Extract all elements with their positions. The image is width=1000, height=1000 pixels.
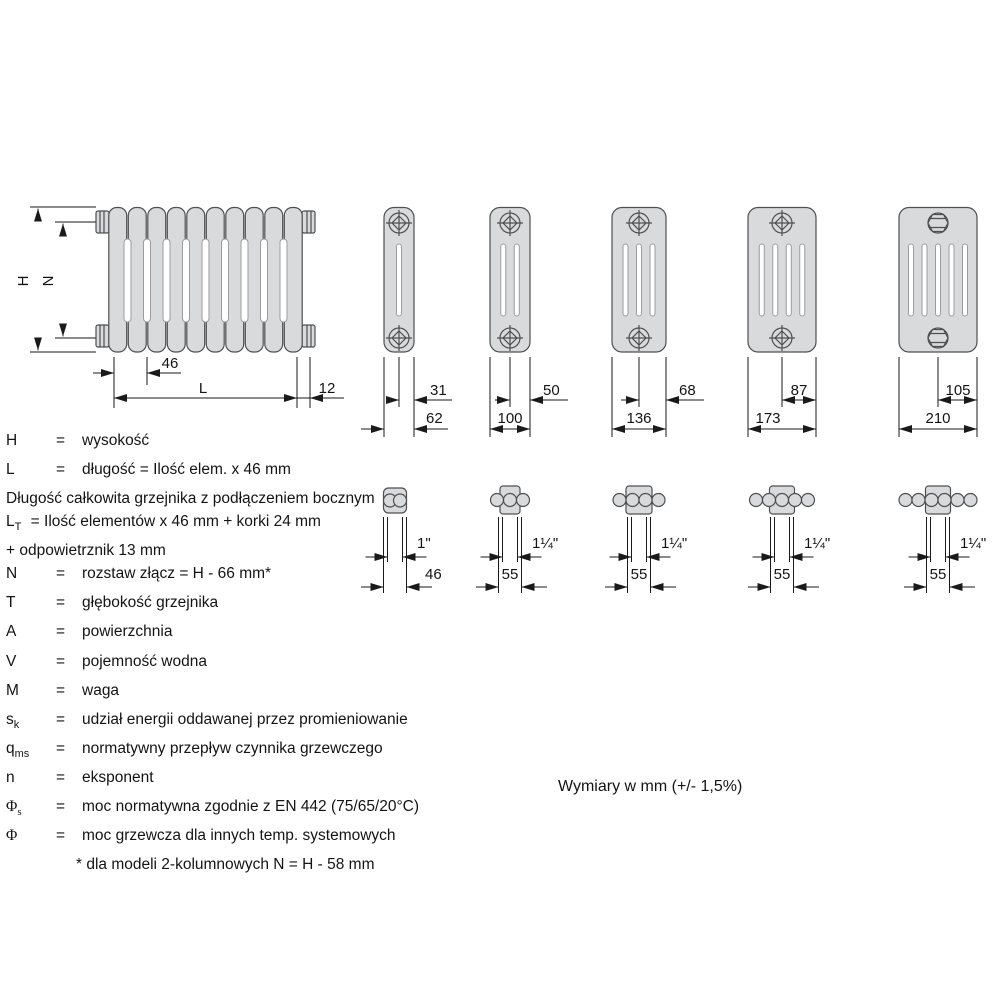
pitch-spacing-dim-label: N [40,275,57,287]
half-depth-label-4col: 68 [679,382,696,399]
legend-row-total-length-formula: $L_T$ = Ilość elementów x 46 mm + korki 24 mm [6,513,321,534]
element-width-label-5col: 55 [773,566,791,583]
legend-row-surface: A = powierzchnia [6,623,173,641]
half-depth-label-5col: 87 [790,382,808,399]
element-width-label-6col: 55 [929,566,947,583]
side-plug-dim-label: 12 [318,380,336,397]
top-view-5col [750,486,815,514]
symbol-legend [6,429,566,876]
legend-row-height: H = wysokość [6,432,150,449]
top-view-4col [613,486,665,514]
cross-section-dimension-lines [361,357,977,437]
top-view-6col [899,486,977,514]
element-width-label-3col: 55 [501,566,519,583]
legend-row-total-length-intro: Długość całkowita grzejnika z podłączeniem bocznym [6,490,375,508]
legend-row-heating-power: Φ = moc grzewcza dla innych temp. systemowych [6,827,396,845]
connection-size-label-2col: 1" [417,535,431,552]
legend-row-depth: T = głębokość grzejnika [6,594,219,612]
half-depth-label-2col: 31 [430,382,447,399]
height-dim-label: H [15,275,32,287]
legend-row-footnote: * dla modeli 2-kolumnowych N = H - 58 mm [76,856,375,874]
cross-section-6col [899,208,977,353]
legend-row-weight: M = waga [6,681,120,699]
legend-row-radiation-share: $s_k$ = udział energii oddawanej przez promieniowanie [6,710,408,731]
element-width-label-4col: 55 [630,566,648,583]
connection-size-label-3col: 1¼" [532,535,559,552]
connection-size-label-5col: 1¼" [804,535,831,552]
cross-section-2col [384,208,414,353]
legend-row-nominal-power: $\Phi_s$ = moc normatywna zgodnie z EN 442 (75/65/20°C) [6,798,420,819]
half-depth-label-6col: 105 [945,382,971,399]
legend-row-flow-rate: $q_{ms}$ = normatywny przepływ czynnika grzewczego [6,739,383,760]
front-view-drawing [96,208,315,353]
cross-section-3col [490,208,530,353]
depth-label-3col: 100 [497,410,523,427]
legend-row-exponent: n = eksponent [6,768,154,786]
legend-row-water-capacity: V = pojemność wodna [6,652,207,670]
element-width-label-2col: 46 [425,566,442,583]
half-depth-label-3col: 50 [543,382,560,399]
depth-label-4col: 136 [626,410,652,427]
legend-row-length: L = długość = Ilość elem. x 46 mm [6,461,291,479]
depth-label-6col: 210 [925,410,951,427]
cross-section-4col [612,208,666,353]
legend-row-air-vent: + odpowietrznik 13 mm [6,542,166,560]
length-dim-label: L [198,380,208,397]
depth-label-5col: 173 [755,410,781,427]
cross-section-5col [748,208,816,353]
depth-label-2col: 62 [426,410,443,427]
dimensions-note: Wymiary w mm (+/- 1,5%) [558,778,743,795]
element-pitch-label: 46 [161,355,179,372]
connection-size-label-4col: 1¼" [661,535,688,552]
connection-size-label-6col: 1¼" [960,535,987,552]
radiator-elements [109,208,302,353]
legend-row-pitch: N = rozstaw złącz = H - 66 mm* [6,565,272,583]
